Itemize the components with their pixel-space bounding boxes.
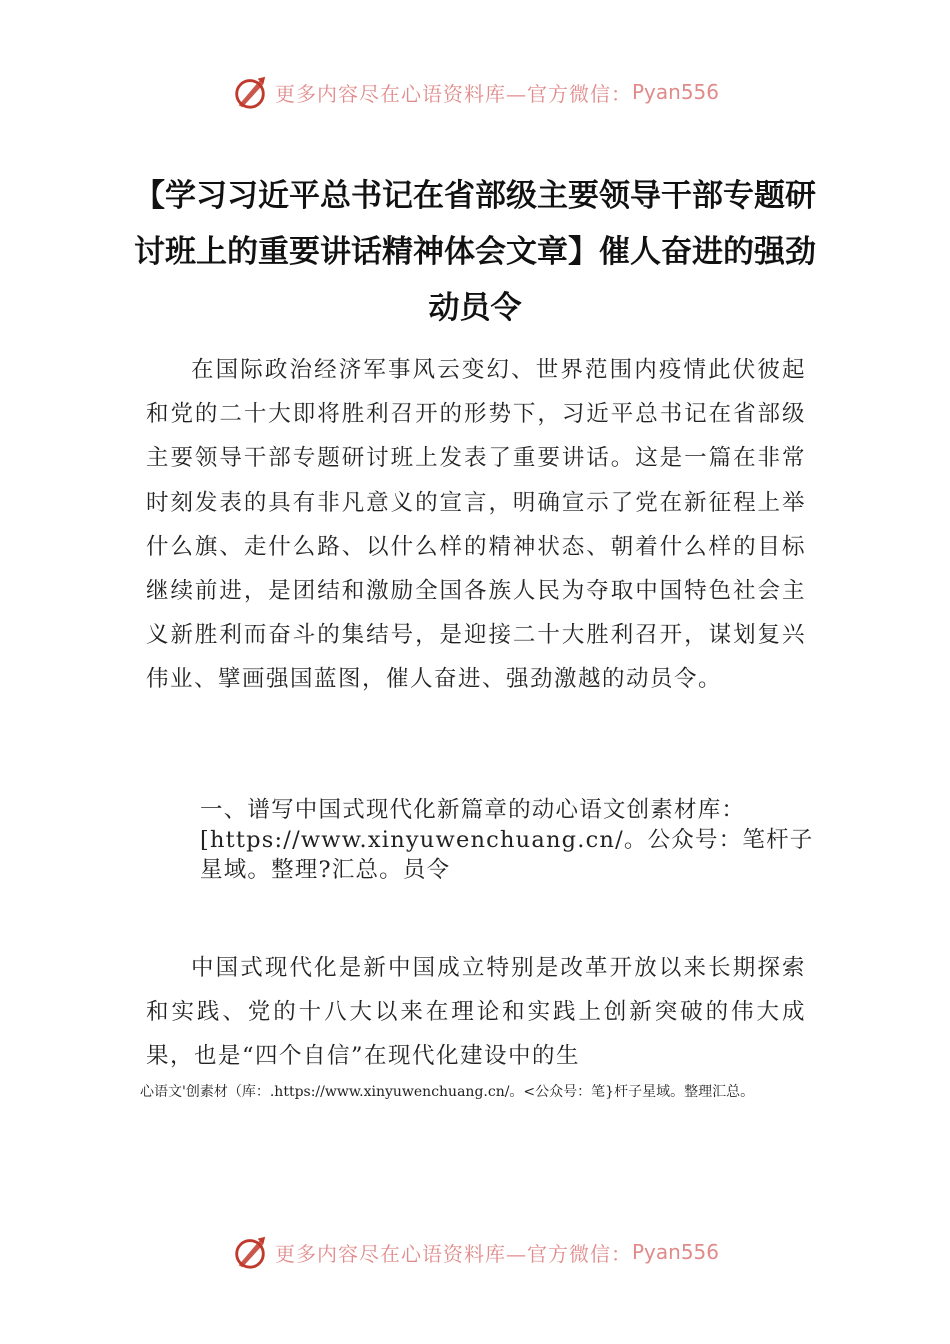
document-title: 【学习习近平总书记在省部级主要领导干部专题研讨班上的重要讲话精神体会文章】催人奋进的强劲动员令 [134,178,816,326]
brand-logo-icon [231,73,269,111]
banner-text: 更多内容尽在心语资料库—官方微信： [274,1241,632,1266]
brand-logo-icon [231,1233,269,1271]
banner-wechat-id: Pyan556 [631,80,719,104]
section-heading: 一、谱写中国式现代化新篇章的动心语文创素材库：[https://www.xinyuwenchuang.cn/。公众号：笔杆子星域。整理?汇总。员令 [200,797,814,883]
footer-banner [0,1232,950,1272]
banner-wechat-id: Pyan556 [631,1240,719,1264]
footnote: 心语文'创素材（库：.https://www.xinyuwenchuang.cn/。<公众号：笔}杆子星域。整理汇总。 [140,1084,755,1100]
paragraph-intro: 在国际政治经济军事风云变幻、世界范围内疫情此伏彼起和党的二十大即将胜利召开的形势下，习近平总书记在省部级主要领导干部专题研讨班上发表了重要讲话。这是一篇在非常时刻发表的具有非凡意义的宣言，明确宣示了党在新征程上举什么旗、走什么路、以什么样的精神状态、朝着什么样的目标继续前进，是团结和激励全国各族人民为夺取中国特色社会主义新胜利而奋斗的集结号，是迎接二十大胜利召开，谋划复兴伟业、擘画强国蓝图，催人奋进、强劲激越的动员令。 [146,357,806,693]
paragraph-modernization: 中国式现代化是新中国成立特别是改革开放以来长期探索和实践、党的十八大以来在理论和实践上创新突破的伟大成果，也是“四个自信”在现代化建设中的生 [146,955,806,1070]
banner-text: 更多内容尽在心语资料库—官方微信： [274,81,632,106]
header-banner [0,72,950,112]
